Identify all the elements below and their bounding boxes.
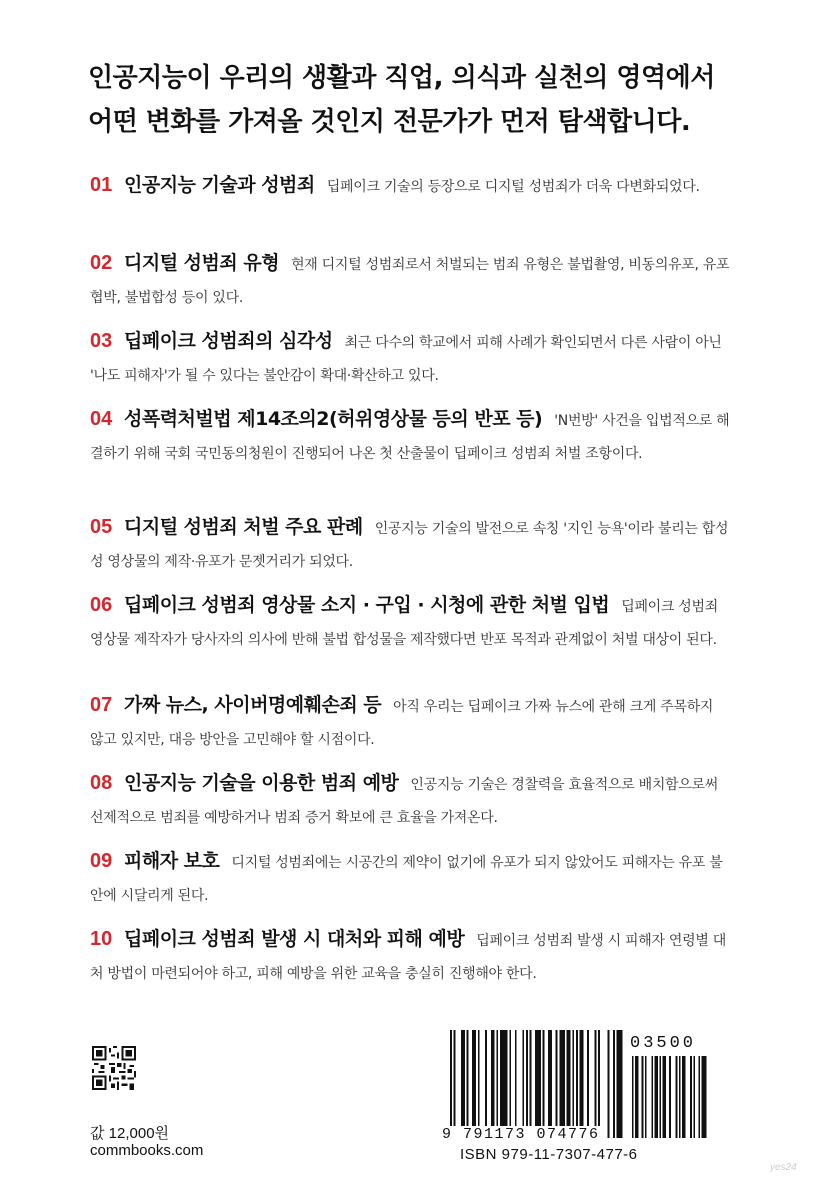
barcode-addon-bars [632,1056,708,1138]
toc-title: 딥페이크 성범죄 발생 시 대처와 피해 예방 [124,928,465,950]
headline-line-2: 어떤 변화를 가져올 것인지 전문가가 먼저 탐색합니다. [88,107,691,137]
toc-title: 가짜 뉴스, 사이버명예훼손죄 등 [124,694,382,716]
toc-description: 딥페이크 성범죄 영상물 제작자가 당사자의 의사에 반해 불법 합성물을 제작했다면 반포 목적과 관계없이 처벌 대상이 된다. [90,599,718,648]
toc-title: 디지털 성범죄 유형 [124,252,280,274]
publisher-website: commbooks.com [90,1142,204,1159]
toc-description: 딥페이크 성범죄 발생 시 피해자 연령별 대처 방법이 마련되어야 하고, 피해 예방을 위한 교육을 충실히 진행해야 한다. [90,933,726,982]
toc-number: 05 [90,516,113,538]
toc-number: 09 [90,850,113,872]
toc-number: 03 [90,330,113,352]
watermark: yes24 [770,1162,797,1173]
toc-description: 디지털 성범죄에는 시공간의 제약이 없기에 유포가 되지 않았어도 피해자는 유포 불안에 시달리게 된다. [90,855,723,904]
toc-description: 현재 디지털 성범죄로서 처벌되는 범죄 유형은 불법촬영, 비동의유포, 유포협박, 불법합성 등이 있다. [90,257,730,306]
toc-title: 디지털 성범죄 처벌 주요 판례 [124,516,363,538]
toc-description: 최근 다수의 학교에서 피해 사례가 확인되면서 다른 사람이 아닌 '나도 피해자'가 될 수 있다는 불안감이 확대·확산하고 있다. [90,335,722,384]
toc-item-08 [90,768,730,834]
toc-description: 'N번방' 사건을 입법적으로 해결하기 위해 국회 국민동의청원이 진행되어 나온 첫 산출물이 딥페이크 성범죄 처벌 조항이다. [90,413,730,462]
toc-item-02 [90,248,730,314]
toc-item-05 [90,512,730,578]
toc-item-10 [90,924,730,990]
toc-description: 아직 우리는 딥페이크 가짜 뉴스에 관해 크게 주목하지 않고 있지만, 대응 방안을 고민해야 할 시점이다. [90,699,714,748]
toc-number: 10 [90,928,113,950]
isbn-number: ISBN 979-11-7307-477-6 [460,1146,638,1163]
toc-item-03 [90,326,730,392]
back-cover-headline [88,56,768,144]
toc-item-04 [90,404,730,470]
barcode-digits: 9 791173 074776 [442,1126,600,1143]
barcode-bars [450,1030,626,1138]
qr-code[interactable] [92,1046,136,1090]
toc-title: 피해자 보호 [124,850,220,872]
toc-description: 딥페이크 기술의 등장으로 디지털 성범죄가 더욱 다변화되었다. [326,179,700,195]
toc-item-01 [90,170,730,203]
toc-title: 인공지능 기술을 이용한 범죄 예방 [124,772,399,794]
toc-number: 06 [90,594,113,616]
toc-title: 인공지능 기술과 성범죄 [124,174,315,196]
toc-title: 성폭력처벌법 제14조의2(허위영상물 등의 반포 등) [124,408,543,430]
barcode-addon-digits: 03500 [630,1034,697,1053]
toc-number: 07 [90,694,113,716]
toc-item-07 [90,690,730,756]
headline-line-1: 인공지능이 우리의 생활과 직업, 의식과 실천의 영역에서 [88,63,715,93]
toc-number: 04 [90,408,113,430]
toc-item-06 [90,590,730,656]
toc-title: 딥페이크 성범죄 영상물 소지 · 구입 · 시청에 관한 처벌 입법 [124,594,610,616]
toc-number: 01 [90,174,113,196]
toc-title: 딥페이크 성범죄의 심각성 [124,330,333,352]
toc-description: 인공지능 기술의 발전으로 속칭 '지인 능욕'이라 불리는 합성 성 영상물의 제작·유포가 문젯거리가 되었다. [90,521,729,570]
isbn-barcode [440,1030,720,1163]
toc-number: 02 [90,252,113,274]
toc-number: 08 [90,772,113,794]
toc-description: 인공지능 기술은 경찰력을 효율적으로 배치함으로써 선제적으로 범죄를 예방하거나 범죄 증거 확보에 큰 효율을 가져온다. [90,777,718,826]
price: 값 12,000원 [90,1125,170,1142]
toc-item-09 [90,846,730,912]
